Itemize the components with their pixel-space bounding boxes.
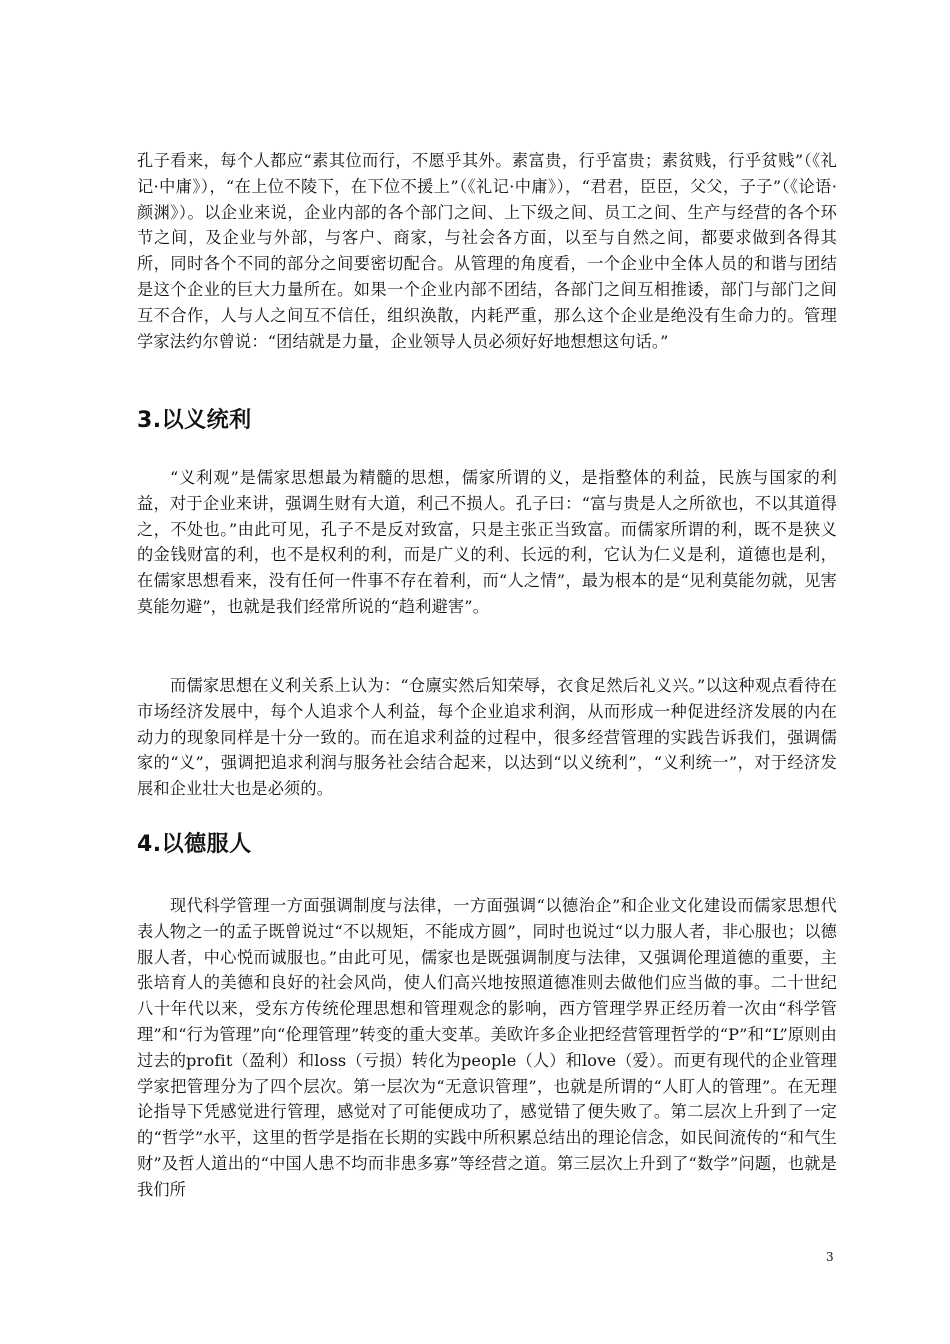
paragraph-section4-1: 现代科学管理一方面强调制度与法律，一方面强调“以德治企”和企业文化建设而儒家思想代表人物之一的孟子既曾说过“不以规矩，不能成方圆”，同时也说过“以力服人者，非心服也；以德服人者，中心悦而诚服也。”由此可见，儒家也是既强调制度与法律，又强调伦理道德的重要，主张培育人的美德和良好的社会风尚，使人们高兴地按照道德准则去做他们应当做的事。二十世纪八十年代以来，受东方传统伦理思想和管理观念的影响，西方管理学界正经历着一次由“科学管理”和“行为管理”向“伦理管理”转变的重大变革。美欧许多企业把经营管理哲学的“P”和“L”原则由过去的profit（盈利）和loss（亏损）转化为people（人）和love（爱）。而更有现代的企业管理学家把管理分为了四个层次。第一层次为“无意识管理”，也就是所谓的“人盯人的管理”。在无理论指导下凭感觉进行管理，感觉对了可能便成功了，感觉错了便失败了。第二层次上升到了一定的“哲学”水平，这里的哲学是指在长期的实践中所积累总结出的理论信念，如民间流传的“和气生财”及哲人道出的“中国人患不均而非患多寡”等经营之道。第三层次上升到了“数学”问题，也就是我们所 [137,896,837,1199]
section-heading-4: 4.以德服人 [137,832,252,857]
section-heading-3: 3.以义统利 [137,408,252,433]
page-number: 3 [826,1250,834,1264]
paragraph-section3-1: “义利观”是儒家思想最为精髓的思想，儒家所谓的义，是指整体的利益，民族与国家的利益，对于企业来讲，强调生财有大道，利己不损人。孔子曰：“富与贵是人之所欲也，不以其道得之，不处也。”由此可见，孔子不是反对致富，只是主张正当致富。而儒家所谓的利，既不是狭义的金钱财富的利，也不是权利的利，而是广义的利、长远的利，它认为仁义是利，道德也是利，在儒家思想看来，没有任何一件事不存在着利，而“人之情”，最为根本的是“见利莫能勿就，见害莫能勿避”，也就是我们经常所说的“趋利避害”。 [137,468,837,616]
paragraph-section3-2: 而儒家思想在义利关系上认为：“仓廪实然后知荣辱，衣食足然后礼义兴。”以这种观点看待在市场经济发展中，每个人追求个人利益，每个企业追求利润，从而形成一种促进经济发展的内在动力的现象同样是十分一致的。而在追求利益的过程中，很多经营管理的实践告诉我们，强调儒家的“义”，强调把追求利润与服务社会结合起来，以达到“以义统利”，“义利统一”，对于经济发展和企业壮大也是必须的。 [137,676,837,799]
paragraph-intro: 孔子看来，每个人都应“素其位而行，不愿乎其外。素富贵，行乎富贵；素贫贱，行乎贫贱”（《礼记·中庸》），“在上位不陵下，在下位不援上”（《礼记·中庸》），“君君，臣臣，父父，子子”（《论语·颜渊》）。以企业来说，企业内部的各个部门之间、上下级之间、员工之间、生产与经营的各个环节之间，及企业与外部，与客户、商家，与社会各方面，以至与自然之间，都要求做到各得其所，同时各个不同的部分之间要密切配合。从管理的角度看，一个企业中全体人员的和谐与团结是这个企业的巨大力量所在。如果一个企业内部不团结，各部门之间互相推诿，部门与部门之间互不合作，人与人之间互不信任，组织涣散，内耗严重，那么这个企业是绝没有生命力的。管理学家法约尔曾说：“团结就是力量，企业领导人员必须好好地想想这句话。” [137,151,837,351]
